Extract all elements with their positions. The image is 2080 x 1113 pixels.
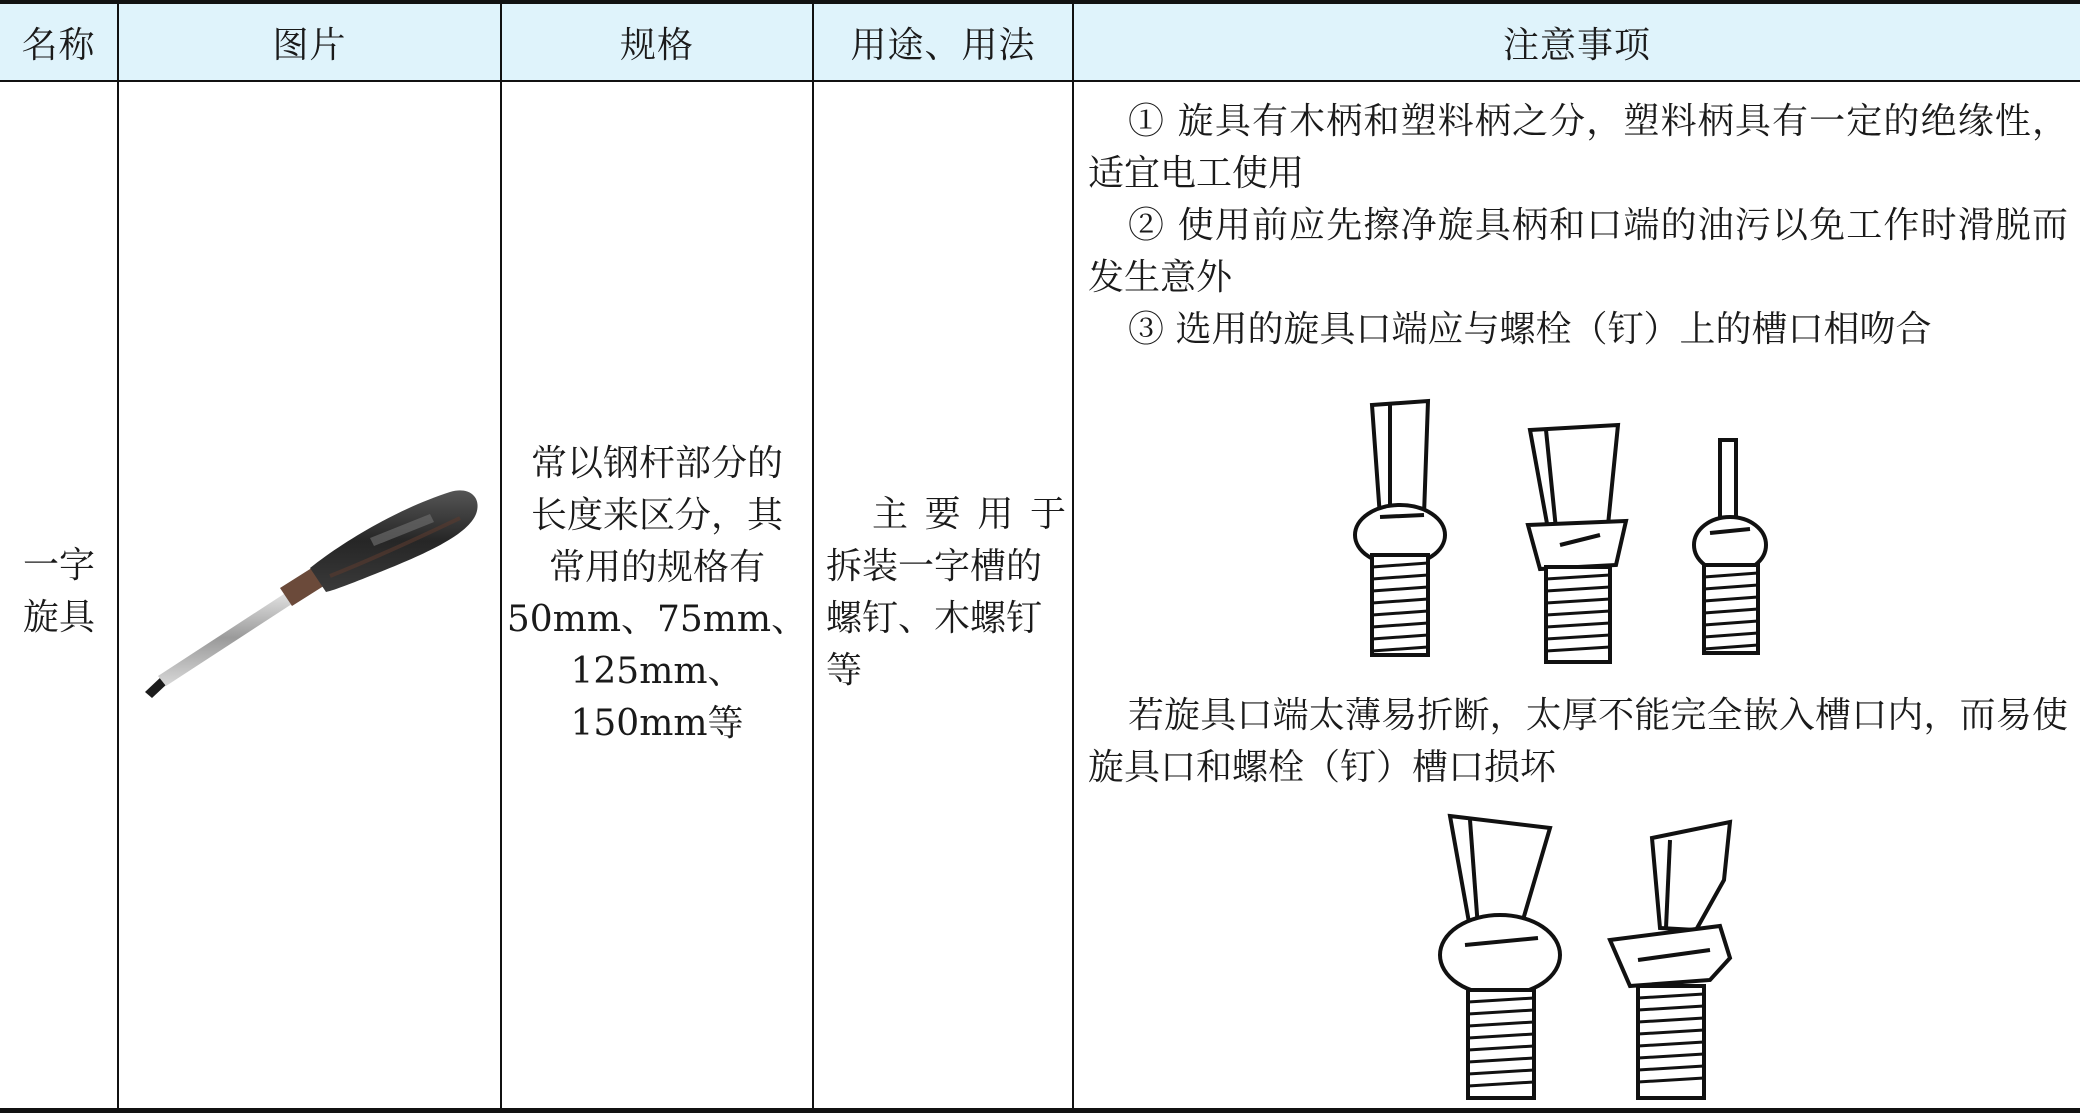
- warning-paragraph: 若旋具口端太薄易折断，太厚不能完全嵌入槽口内，而易使旋具口和螺栓（钉）槽口损坏: [1088, 695, 2068, 788]
- wrong-fit-screw-illustration-icon: [1420, 810, 1760, 1105]
- header-usage: 用途、用法: [850, 24, 1036, 66]
- warning-text: [1088, 690, 2068, 794]
- usage-line: 拆装一字槽的: [826, 546, 1043, 587]
- tool-name: [0, 540, 118, 644]
- spec-line: 常用的规格有: [548, 547, 765, 588]
- flat-screwdriver-photo-icon: [130, 480, 490, 720]
- usage-line: 等: [826, 650, 863, 691]
- note-item: ① 旋具有木柄和塑料柄之分，塑料柄具有一定的绝缘性，适宜电工使用: [1088, 101, 2068, 194]
- header-notes: 注意事项: [1502, 24, 1651, 66]
- spec-line: 125mm、: [570, 651, 744, 692]
- tool-name-text: 一字旋具: [22, 545, 95, 638]
- header-spec: 规格: [619, 24, 694, 66]
- header-picture: 图片: [272, 24, 347, 66]
- bottom-rule: [0, 1108, 2080, 1113]
- spec-text: [502, 438, 812, 750]
- spec-line: 150mm等: [570, 703, 744, 744]
- col-divider: [812, 0, 814, 1110]
- spec-line: 长度来区分，其: [530, 495, 783, 536]
- usage-text: [826, 489, 1066, 697]
- header-name: 名称: [21, 24, 96, 66]
- note-item: ③ 选用的旋具口端应与螺栓（钉）上的槽口相吻合: [1128, 309, 1932, 350]
- notes-list: [1088, 96, 2068, 356]
- note-item: ② 使用前应先擦净旋具柄和口端的油污以免工作时滑脱而发生意外: [1088, 205, 2068, 298]
- usage-line: 螺钉、木螺钉: [826, 598, 1043, 639]
- correct-fit-screw-illustration-icon: [1350, 395, 1800, 670]
- spec-line: 50mm、75mm、: [506, 599, 808, 640]
- header-rule: [0, 80, 2080, 82]
- usage-line: 主要用于: [872, 494, 1066, 535]
- spec-line: 常以钢杆部分的: [530, 443, 783, 484]
- col-divider: [1072, 0, 1074, 1110]
